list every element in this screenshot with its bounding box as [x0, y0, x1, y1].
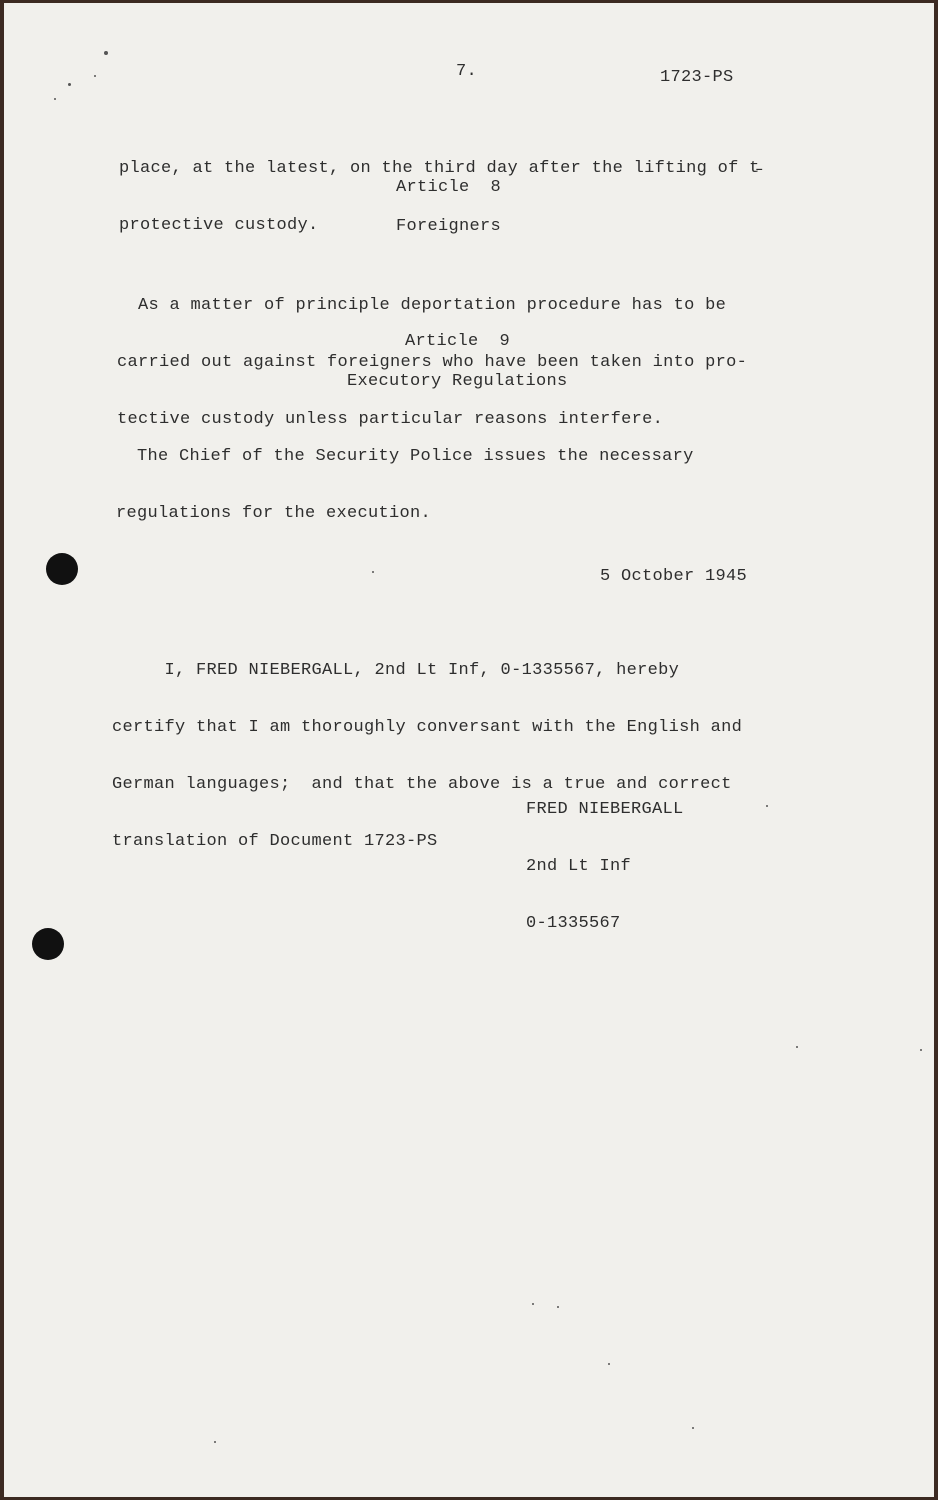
speck [94, 75, 96, 77]
text-line: As a matter of principle deportation procedure has to be [117, 296, 727, 315]
signature-block [526, 762, 684, 971]
article-9-heading: Article 9 [405, 332, 511, 351]
signature-rank: 2nd Lt Inf [526, 857, 632, 876]
speck [608, 1363, 610, 1365]
speck [920, 1049, 922, 1051]
document-id: 1723-PS [660, 68, 734, 87]
certification-date: 5 October 1945 [600, 567, 748, 586]
text-line: regulations for the execution. [116, 504, 432, 523]
article-8-title: Foreigners [396, 217, 502, 236]
text-line: carried out against foreigners who have been taken into pro- [117, 353, 748, 372]
speck [68, 83, 71, 86]
document-page [4, 3, 934, 1497]
speck [557, 1306, 559, 1308]
speck [766, 805, 768, 807]
punch-hole-top [46, 553, 78, 585]
text-line: tective custody unless particular reasons interfere. [117, 410, 664, 429]
text-line: protective custody. [119, 216, 319, 235]
text-line: place, at the latest, on the third day after the lifting of t̵ [119, 159, 760, 178]
text-line: The Chief of the Security Police issues the necessary [116, 447, 694, 466]
speck [692, 1427, 694, 1429]
article-8-heading: Article 8 [396, 178, 502, 197]
speck [214, 1441, 216, 1443]
speck [372, 571, 374, 573]
text-line: certify that I am thoroughly conversant with the English and [112, 718, 743, 737]
speck [532, 1303, 534, 1305]
text-line: translation of Document 1723-PS [112, 832, 438, 851]
article-9-title: Executory Regulations [347, 372, 568, 391]
punch-hole-bottom [32, 928, 64, 960]
signature-serial: 0-1335567 [526, 914, 621, 933]
signature-name: FRED NIEBERGALL [526, 800, 684, 819]
page-number: 7. [456, 62, 478, 81]
speck [104, 51, 108, 55]
speck [796, 1046, 798, 1048]
speck [54, 98, 56, 100]
article-9-paragraph [116, 409, 694, 561]
text-line: I, FRED NIEBERGALL, 2nd Lt Inf, 0-1335567, hereby [112, 661, 680, 680]
opening-paragraph [119, 121, 760, 273]
text-line: German languages; and that the above is a true and correct [112, 775, 732, 794]
